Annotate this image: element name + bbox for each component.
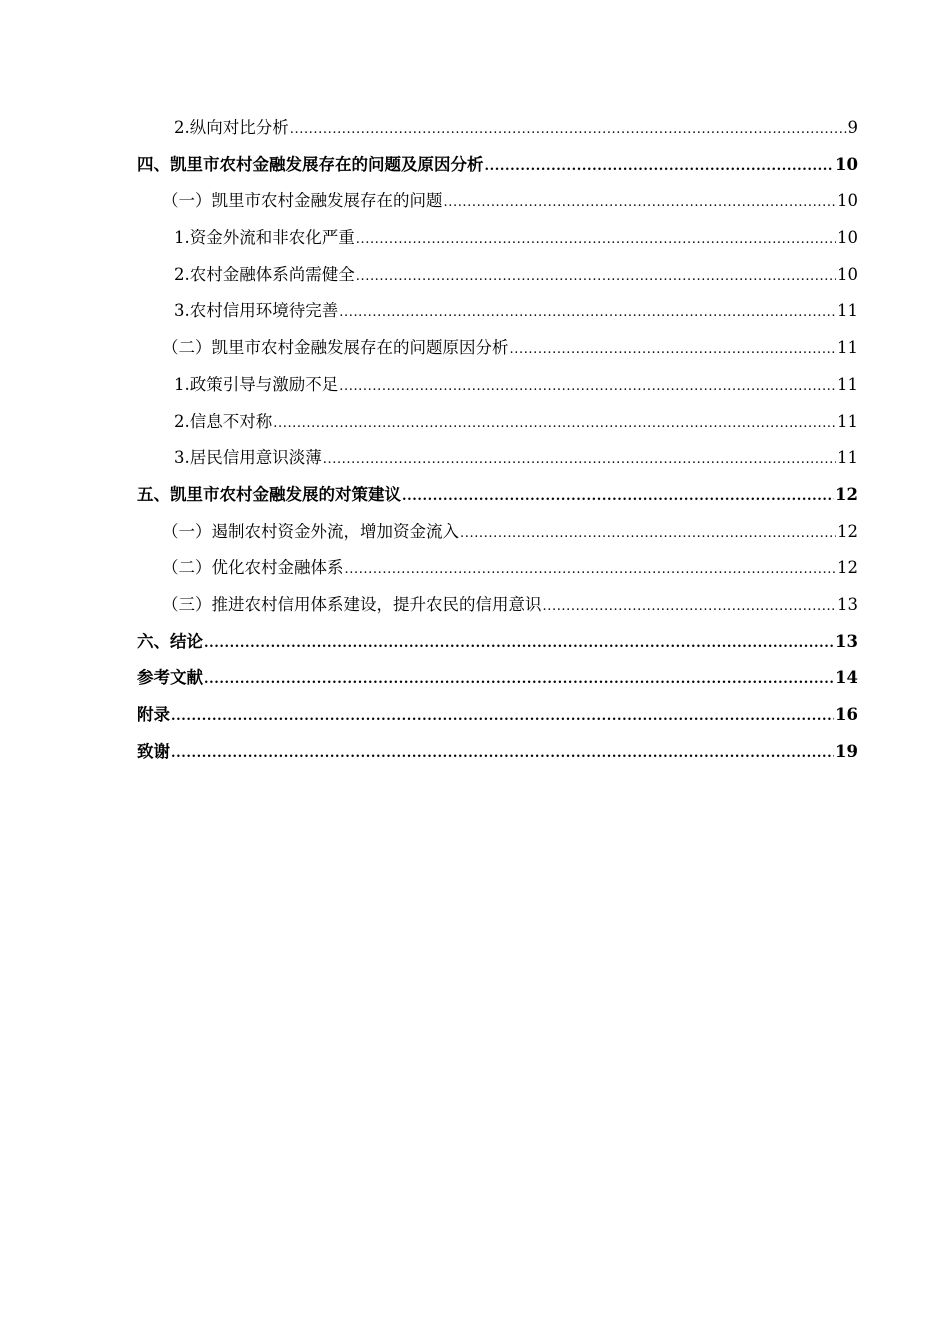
toc-entry[interactable] [137,224,858,261]
toc-entry-title: 3.居民信用意识淡薄 [174,448,322,468]
toc-dot-leader [356,226,836,254]
toc-entry-title: 1.资金外流和非农化严重 [174,228,355,248]
toc-entry-title: 1.政策引导与激励不足 [174,374,339,394]
toc-dot-leader [402,483,834,511]
toc-dot-leader [339,299,836,327]
toc-page-number: 10 [837,264,858,284]
toc-dot-leader [345,556,837,584]
toc-page-number: 11 [837,448,858,468]
toc-dot-leader [356,263,836,291]
toc-page-number: 12 [837,521,858,541]
toc-entry[interactable] [137,628,858,665]
toc-entry[interactable] [137,187,858,224]
toc-entry[interactable] [137,738,858,775]
toc-dot-leader [204,630,834,658]
toc-dot-leader [323,446,836,474]
toc-page-number: 11 [837,411,858,431]
toc-dot-leader [460,520,836,548]
toc-entry[interactable] [137,297,858,334]
toc-page-number: 10 [835,154,858,174]
toc-entry-title: 四、凯里市农村金融发展存在的问题及原因分析 [137,154,484,174]
toc-page-number: 13 [837,594,858,614]
toc-entry[interactable] [137,518,858,555]
toc-entry[interactable] [137,408,858,445]
toc-entry-title: 附录 [137,705,170,724]
toc-entry-title: 五、凯里市农村金融发展的对策建议 [137,484,401,504]
toc-entry-title: （一）凯里市农村金融发展存在的问题 [162,191,443,211]
toc-entry-title: 致谢 [137,741,170,761]
toc-dot-leader [543,593,837,621]
toc-entry-title: 2.信息不对称 [174,411,273,431]
toc-dot-leader [171,740,834,768]
toc-dot-leader [204,666,834,694]
toc-entry-title: 2.纵向对比分析 [174,118,289,137]
toc-entry-title: （二）优化农村金融体系 [162,558,344,578]
toc-page-number: 11 [837,301,858,321]
toc-entry-title: （一）遏制农村资金外流，增加资金流入 [162,521,459,541]
toc-entry[interactable] [137,151,858,188]
toc-page-number: 9 [847,118,858,137]
toc-entry-title: 2.农村金融体系尚需健全 [174,264,355,284]
toc-entry[interactable] [137,591,858,628]
toc-dot-leader [510,336,837,364]
toc-entry-title: 3.农村信用环境待完善 [174,301,339,321]
toc-page-number: 12 [835,484,858,504]
toc-page-number: 13 [835,631,858,651]
toc-page-number: 16 [835,705,858,724]
toc-page-number: 10 [837,191,858,211]
toc-entry-title: （二）凯里市农村金融发展存在的问题原因分析 [162,338,509,358]
toc-page-number: 11 [837,338,858,358]
toc-page-number: 14 [835,668,858,688]
toc-entry[interactable] [137,371,858,408]
toc-dot-leader [339,373,836,401]
toc-entry[interactable] [137,334,858,371]
toc-dot-leader [273,410,836,438]
toc-entry[interactable] [137,481,858,518]
toc-dot-leader [171,703,834,731]
toc-entry[interactable] [137,261,858,298]
toc-entry[interactable] [137,664,858,701]
table-of-contents [137,114,858,774]
toc-dot-leader [444,189,837,217]
toc-entry[interactable] [137,701,858,738]
toc-entry[interactable] [137,114,858,151]
toc-page-number: 19 [835,741,858,761]
toc-dot-leader [290,116,847,144]
toc-entry[interactable] [137,444,858,481]
toc-entry[interactable] [137,554,858,591]
toc-entry-title: 六、结论 [137,631,203,651]
toc-page-number: 10 [837,228,858,248]
toc-entry-title: 参考文献 [137,668,203,688]
toc-entry-title: （三）推进农村信用体系建设，提升农民的信用意识 [162,594,542,614]
toc-dot-leader [485,153,835,181]
toc-page-number: 12 [837,558,858,578]
toc-page-number: 11 [837,374,858,394]
